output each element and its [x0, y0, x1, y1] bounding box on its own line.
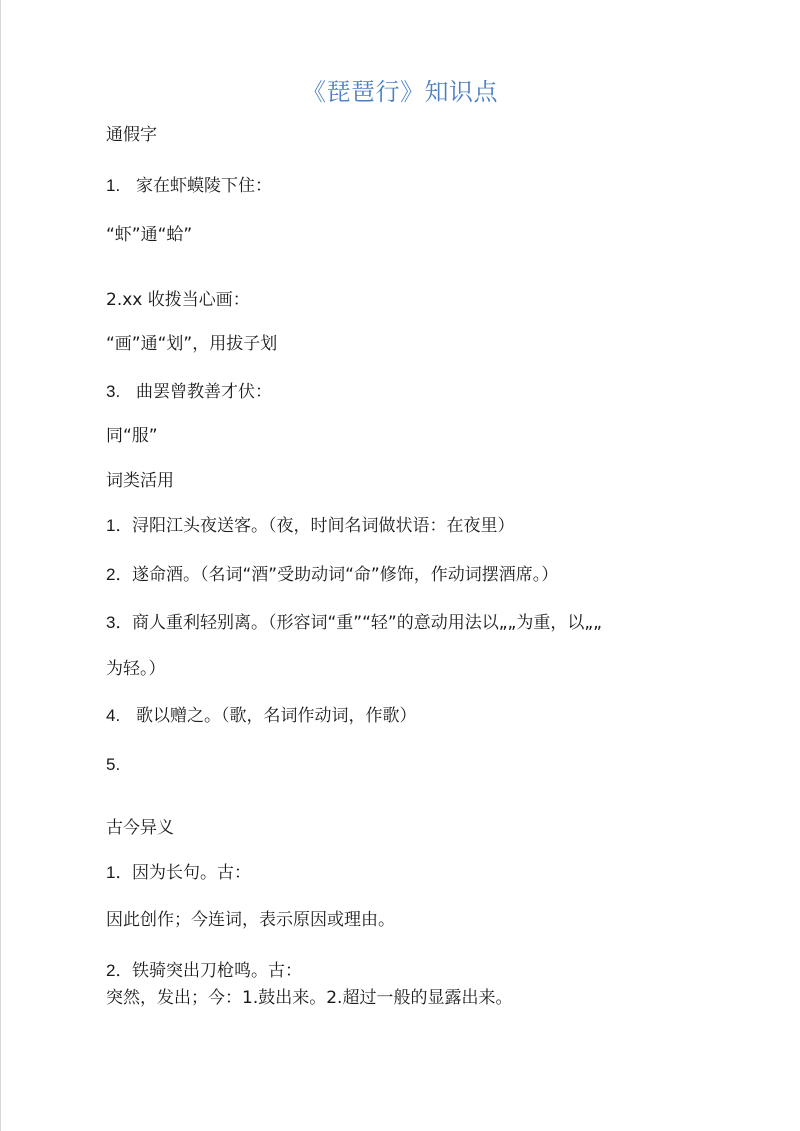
list-item [106, 224, 192, 246]
item-text: 为轻。） [106, 659, 166, 679]
item-text: 因此创作；今连词，表示原因或理由。 [106, 910, 395, 930]
item-number: 3. [106, 382, 121, 401]
list-item [106, 175, 272, 197]
list-item [106, 333, 277, 355]
list-item [106, 705, 417, 727]
item-text: 因为长句。古： [132, 863, 251, 883]
item-text: 商人重利轻别离。（形容词“重”“轻”的意动用法以„„为重，以„„ [132, 613, 602, 633]
section-heading-tongjiazi: 通假字 [106, 125, 157, 145]
list-item [106, 289, 250, 311]
list-item [106, 515, 515, 537]
item-text: 2.xx 收拨当心画： [106, 290, 250, 310]
list-item [106, 862, 251, 884]
item-text: 遂命酒。（名词“酒”受助动词“命”修饰，作动词摆酒席。） [132, 565, 559, 585]
item-number: 1． [106, 863, 133, 882]
list-item [106, 612, 602, 634]
item-text: 突然，发出；今：1.鼓出来。2.超过一般的显露出来。 [106, 988, 513, 1008]
item-text: 歌以赠之。（歌，名词作动词，作歌） [136, 706, 417, 726]
section-heading-cileihuoyong: 词类活用 [106, 471, 174, 491]
item-text: “画”通“划”，用拔子划 [106, 334, 278, 354]
item-number: 4. [106, 706, 121, 725]
item-number: 3． [106, 613, 133, 632]
item-number: 1． [106, 516, 133, 535]
item-text: 同“服” [106, 426, 158, 446]
page-edge-divider [0, 0, 1, 1131]
item-text: “虾”通“蛤” [106, 225, 193, 245]
list-item [106, 909, 395, 931]
item-number: 5. [106, 755, 121, 774]
document-title: 《琵琶行》知识点 [302, 78, 498, 106]
list-item [106, 425, 158, 447]
item-text: 铁骑突出刀枪鸣。古： [132, 961, 302, 981]
item-text: 家在虾蟆陵下住： [136, 176, 272, 196]
list-item [106, 754, 136, 776]
list-item [106, 987, 512, 1009]
item-text: 曲罢曾教善才伏： [136, 382, 272, 402]
section-heading-gujinyiyi: 古今异义 [106, 818, 174, 838]
list-item [106, 960, 302, 982]
item-number: 1. [106, 176, 121, 195]
list-item [106, 658, 166, 680]
item-number: 2． [106, 565, 133, 584]
list-item [106, 381, 272, 403]
item-text: 浔阳江头夜送客。（夜，时间名词做状语：在夜里） [132, 516, 515, 536]
list-item [106, 564, 558, 586]
item-number: 2． [106, 961, 133, 980]
